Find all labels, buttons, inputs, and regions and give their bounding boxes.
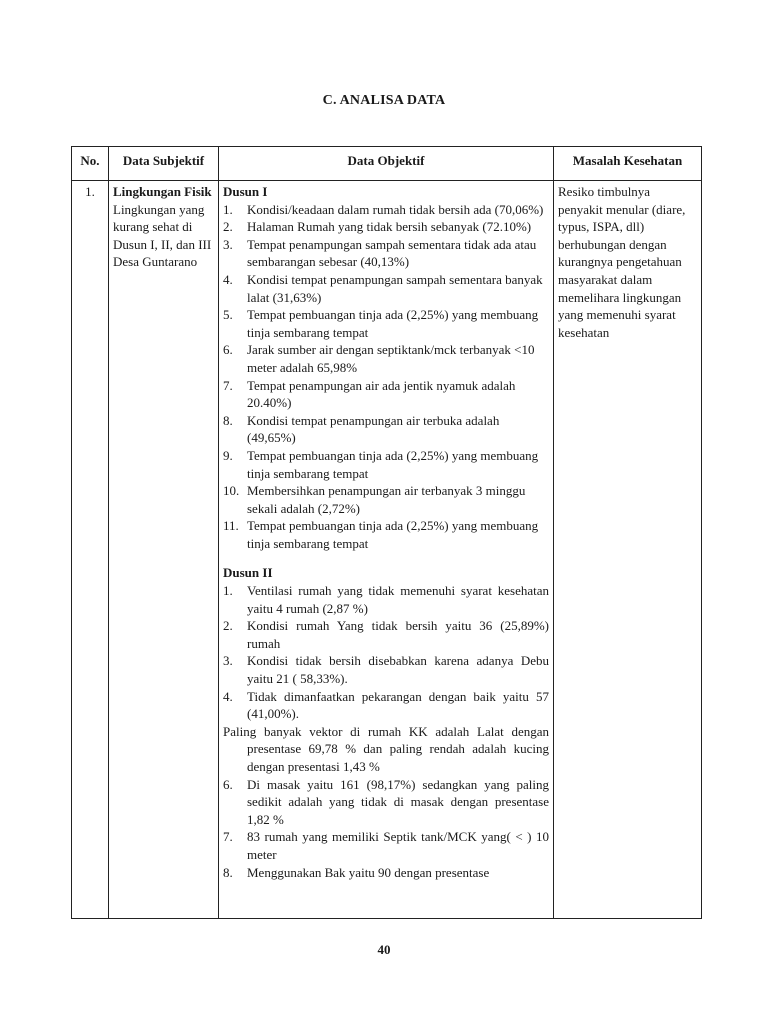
list-item [223,341,549,376]
dusun-2-list-b [223,776,549,882]
list-item-text: Tempat pembuangan tinja ada (2,25%) yang membuang tinja sembarang tempat [247,447,539,481]
table-header-row [72,147,702,181]
list-item-number: 8. [223,864,233,880]
subjektif-heading: Lingkungan Fisik [113,184,212,199]
list-item-text: Tempat penampungan air ada jentik nyamuk adalah 20.40%) [247,377,516,411]
list-item-text: Kondisi tidak bersih disebabkan karena adanya Debu yaitu 21 ( 58,33%). [247,653,549,687]
dusun-2-heading: Dusun II [223,565,273,581]
list-item-text: Kondisi/keadaan dalam rumah tidak bersih ada (70,06%) [247,201,544,217]
list-item-number: 2. [223,219,233,235]
list-item [223,688,549,723]
list-item [223,482,549,517]
list-item [223,306,549,341]
header-data-subjektif: Data Subjektif [109,147,219,181]
list-item-number: 2. [223,618,233,634]
list-item-number: 9. [223,447,233,463]
list-item-text: Ventilasi rumah yang tidak memenuhi syarat kesehatan yaitu 4 rumah (2,87 %) [247,583,549,616]
list-item-number: 4. [223,688,233,704]
list-item [223,582,549,617]
list-item-number: 8. [223,412,233,428]
list-item [223,864,549,882]
list-item-number: 7. [223,829,233,845]
list-item [223,218,549,236]
dusun-2-paragraph: Paling banyak vektor di rumah KK adalah Lalat dengan presentase 69,78 % dan paling rendah adalah kucing dengan presentasi 1,43 % [223,723,549,774]
data-subjektif-cell [109,181,219,919]
list-item-text: Kondisi tempat penampungan air terbuka adalah (49,65%) [247,412,500,446]
header-masalah-kesehatan: Masalah Kesehatan [554,147,702,181]
list-item-text: Tempat penampungan sampah sementara tidak ada atau sembarangan sebesar (40,13%) [247,236,537,270]
list-item-text: Tempat pembuangan tinja ada (2,25%) yang membuang tinja sembarang tempat [247,518,539,551]
list-item-text: Menggunakan Bak yaitu 90 dengan presentase [247,864,490,880]
section-title: C. ANALISA DATA [322,93,446,108]
table-row [72,181,702,919]
page-number: 40 [377,942,391,957]
list-item-text: Halaman Rumah yang tidak bersih sebanyak (72.10%) [247,219,532,235]
list-item [223,201,549,219]
header-data-objektif: Data Objektif [219,147,554,181]
dusun-2-list-a [223,582,549,723]
list-item [223,828,549,863]
list-item-number: 6. [223,342,233,358]
dusun-1-list [223,201,549,553]
masalah-kesehatan-cell: Resiko timbulnya penyakit menular (diare, typus, ISPA, dll) berhubungan dengan kurangnya pengetahuan masyarakat dalam memelihara lingkungan yang memenuhi syarat kesehatan [554,181,702,919]
list-item-number: 10. [223,483,240,499]
list-item [223,652,549,687]
list-item-text: Jarak sumber air dengan septiktank/mck terbanyak <10 meter adalah 65,98% [247,342,535,375]
list-item-number: 6. [223,776,233,792]
list-item [223,412,549,447]
list-item-text: Tempat pembuangan tinja ada (2,25%) yang membuang tinja sembarang tempat [247,307,539,340]
list-item-number: 3. [223,236,233,252]
list-item-number: 11. [223,518,239,534]
list-item-number: 5. [223,307,233,323]
list-item-text: Di masak yaitu 161 (98,17%) sedangkan yang paling sedikit adalah yang tidak di masak dengan presentase 1,82 % [247,776,549,827]
header-no: No. [72,147,109,181]
dusun-1-heading: Dusun I [223,184,268,199]
list-item-text: Membersihkan penampungan air terbanyak 3 minggu sekali adalah (2,72%) [247,483,526,516]
subjektif-text: Lingkungan yang kurang sehat di Dusun I, II, dan III Desa Guntarano [113,201,212,270]
analysis-table [71,146,702,919]
list-item-number: 7. [223,377,233,393]
row-number: 1. [72,181,109,919]
list-item [223,447,549,482]
list-item [223,517,549,552]
list-item [223,236,549,271]
list-item-text: 83 rumah yang memiliki Septik tank/MCK yang( < ) 10 meter [247,829,549,862]
list-item-number: 4. [223,271,233,287]
list-item [223,617,549,652]
list-item [223,377,549,412]
list-item-number: 1. [223,201,233,217]
list-item-text: Tidak dimanfaatkan pekarangan dengan baik yaitu 57 (41,00%). [247,688,549,722]
list-item [223,271,549,306]
list-item-text: Kondisi tempat penampungan sampah sementara banyak lalat (31,63%) [247,271,543,305]
list-item-number: 3. [223,653,233,669]
list-item-number: 1. [223,583,233,599]
data-objektif-cell [219,181,554,919]
list-item-text: Kondisi rumah Yang tidak bersih yaitu 36 (25,89%) rumah [247,618,549,651]
list-item [223,776,549,829]
